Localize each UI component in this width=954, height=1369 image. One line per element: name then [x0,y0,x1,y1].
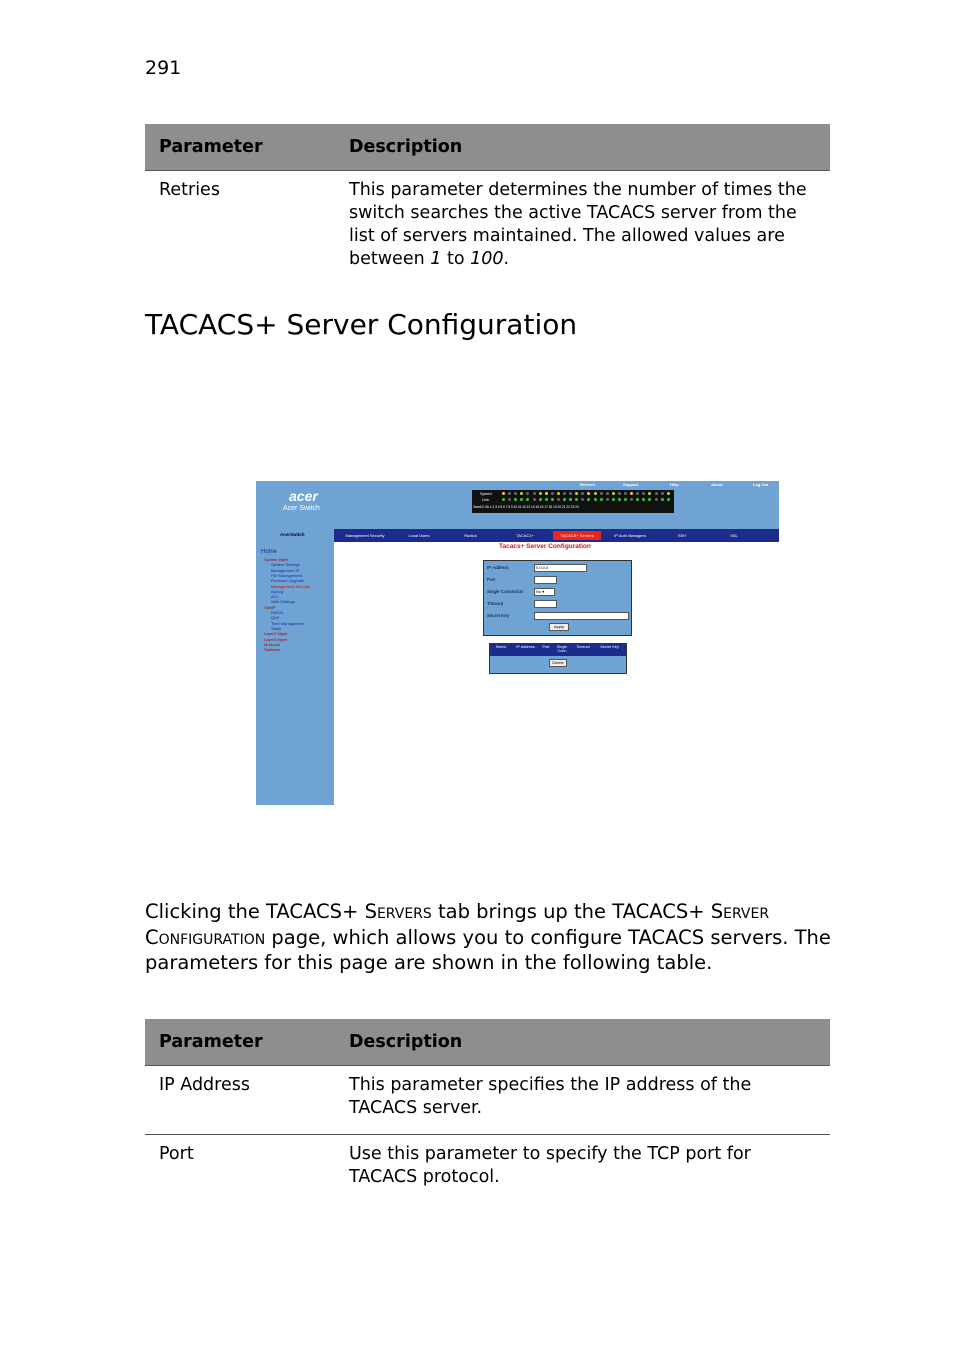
port-led [526,492,529,495]
timeout-input[interactable] [534,600,557,608]
port-led [520,492,523,495]
port-led [606,492,609,495]
sidebar-item-acl[interactable]: ACL [271,594,279,600]
apply-button[interactable]: Apply [549,623,569,631]
parameter-column-header: Parameter [145,1019,335,1066]
secret-key-input[interactable] [534,612,629,620]
sidebar-item-system-settings[interactable]: System Settings [271,562,300,568]
top-links [578,481,778,489]
port-led [648,492,651,495]
port-led [630,498,633,501]
tab-tacacs[interactable]: TACAC1+ [516,533,534,538]
port-led [533,492,536,495]
ip-address-label: IP Address [487,565,509,570]
port-led [606,498,609,501]
select-column-header: Select [495,645,507,649]
sidebar-item-multicast[interactable]: Multicast [264,641,280,647]
port-led [642,492,645,495]
secret-key-label: Secret Key [487,613,510,618]
port-led [569,498,572,501]
port-led [612,492,615,495]
port-led [624,498,627,501]
timeout-label: Timeout [487,601,504,606]
port-led [575,492,578,495]
ip-address-input[interactable]: 0.0.0.0 [534,564,587,572]
port-led [569,492,572,495]
sidebar-item-file-management[interactable]: File Management [271,572,302,578]
port-led [612,498,615,501]
port-led [563,492,566,495]
sidebar-item-statistics[interactable]: Statistics [264,647,281,653]
port-led [655,498,658,501]
help-link[interactable]: Help [670,482,679,487]
tab-radius[interactable]: Radius [464,533,477,538]
server-list-header [490,644,626,656]
tab-ssh[interactable]: SSH [677,533,687,538]
link-label: Link [482,497,490,502]
parameter-cell: Retries [159,180,220,200]
port-led [545,492,548,495]
page-number: 291 [145,57,182,79]
port-led [533,498,536,501]
port-led [520,498,523,501]
description-column-header: Description [335,124,830,171]
tab-tacacs-servers[interactable]: TACACS+ Servers [553,531,601,540]
delete-button[interactable]: Delete [549,659,567,667]
sidebar-item-management-ip[interactable]: Management IP [271,567,300,573]
sidebar-item-snmp[interactable]: SNMP [264,604,276,610]
tab-ip-auth-managers[interactable]: IP Auth Managers [614,533,646,538]
server-list-table [489,643,627,674]
port-led [624,492,627,495]
section-title: TACACS+ Server Configuration [145,308,578,341]
port-led [563,498,566,501]
tab-local-users[interactable]: Local Users [408,533,430,538]
port-led [508,492,511,495]
table-row [145,1066,830,1135]
parameter-column-header: Parameter [145,124,335,171]
logout-link[interactable]: Log Out [753,482,769,487]
sidebar-item-web-settings[interactable]: Web Settings [271,599,295,605]
port-led [551,498,554,501]
sidebar-item-home[interactable]: Home [261,549,278,555]
table-row [145,171,830,286]
port-led [539,498,542,501]
port-led [587,492,590,495]
port-led [502,498,505,501]
port-led [655,492,658,495]
port-led [514,492,517,495]
port-led [526,498,529,501]
port-label: Port [487,577,496,582]
port-column-header: Port [542,645,550,649]
parameter-cell: IP Address [145,1066,335,1135]
chevron-down-icon: ▾ [541,589,545,594]
port-led [502,492,505,495]
speed-label: Speed [480,491,492,496]
port-led [661,492,664,495]
port-led [630,492,633,495]
product-name: Acer Switch [283,505,320,512]
tacacs-server-config-screenshot [256,481,779,805]
port-led [600,498,603,501]
tab-ssl[interactable]: SSL [730,533,738,538]
port-led [600,492,603,495]
port-led [636,498,639,501]
refresh-link[interactable]: Refresh [580,482,595,487]
sidebar-header-label: AcerSwitch [280,532,305,537]
sidebar-item-syslog[interactable]: Syslog [271,588,284,594]
sidebar-item-layer2-mgmt[interactable]: Layer2 Mgmt [264,631,288,637]
port-led [594,498,597,501]
single-conn-column-header: Single Conn [556,645,568,654]
port-status-panel [472,490,674,513]
port-led [618,498,621,501]
single-connection-label: Single Connection [487,589,524,594]
port-led [581,498,584,501]
sidebar-item-rmon[interactable]: RMON [271,610,284,615]
description-column-header: Description [335,1019,830,1066]
port-led [667,492,670,495]
support-link[interactable]: Support [623,482,639,487]
acer-logo: acer [289,488,318,504]
port-led [545,498,548,501]
description-cell: This parameter determines the number of times the switch searches the active TACACS server from the list of servers maintained. The allowed values are between 1 to 100. [349,180,807,269]
about-link[interactable]: About [711,482,723,487]
port-led [618,492,621,495]
single-connection-select[interactable]: No ▾ [534,588,555,596]
tab-bar [334,529,779,542]
port-led [557,492,560,495]
parameter-cell: Port [159,1144,194,1164]
form-title: Tacacs+ Server Configuration [499,543,591,550]
port-led [636,492,639,495]
port-led [581,492,584,495]
port-led [557,498,560,501]
port-led [648,498,651,501]
port-led [539,492,542,495]
server-parameter-table [145,1019,830,1203]
table-row [145,1135,830,1204]
sidebar-item-stack[interactable]: Stack [271,625,282,631]
port-led [661,498,664,501]
port-led [667,498,670,501]
port-led [514,498,517,501]
timeout-column-header: Timeout [576,645,590,649]
sidebar-item-qos[interactable]: QoS [271,615,280,621]
retries-parameter-table [145,124,830,285]
description-cell: This parameter specifies the IP address of the TACACS server. [335,1066,830,1135]
port-led [508,498,511,501]
port-number-row: 2wmk 0 Gk 1 2 3 4 5 6 7 8 9 10 11 12 13 14 15 16 17 18 19 20 21 22 23 24 [473,505,579,509]
ip-address-column-header: IP Address [516,645,535,649]
port-led [551,492,554,495]
port-led [642,498,645,501]
description-cell: Use this parameter to specify the TCP port for TACACS protocol. [349,1144,751,1187]
server-config-form [483,560,632,636]
tab-management-security[interactable]: Management Security [345,533,385,538]
sidebar-item-time-management[interactable]: Time Management [271,620,305,626]
sidebar-header [256,529,334,542]
port-led [587,498,590,501]
sidebar-item-firmware-upgrade[interactable]: Firmware Upgrade [271,578,305,584]
secret-key-column-header: Secret Key [600,645,619,649]
port-led [575,498,578,501]
intro-paragraph: Clicking the TACACS+ Servers tab brings up the TACACS+ Server Configuration page, which allows you to configure TACACS servers. The parameters for this page are shown in the following table. [145,900,831,974]
sidebar-item-management-security[interactable]: Management Security [271,583,310,589]
port-input[interactable] [534,576,557,584]
sidebar-item-system-mgmt[interactable]: System Mgmt [264,557,289,562]
port-led [594,492,597,495]
sidebar-item-layer3-mgmt[interactable]: Layer3 Mgmt [264,636,288,642]
